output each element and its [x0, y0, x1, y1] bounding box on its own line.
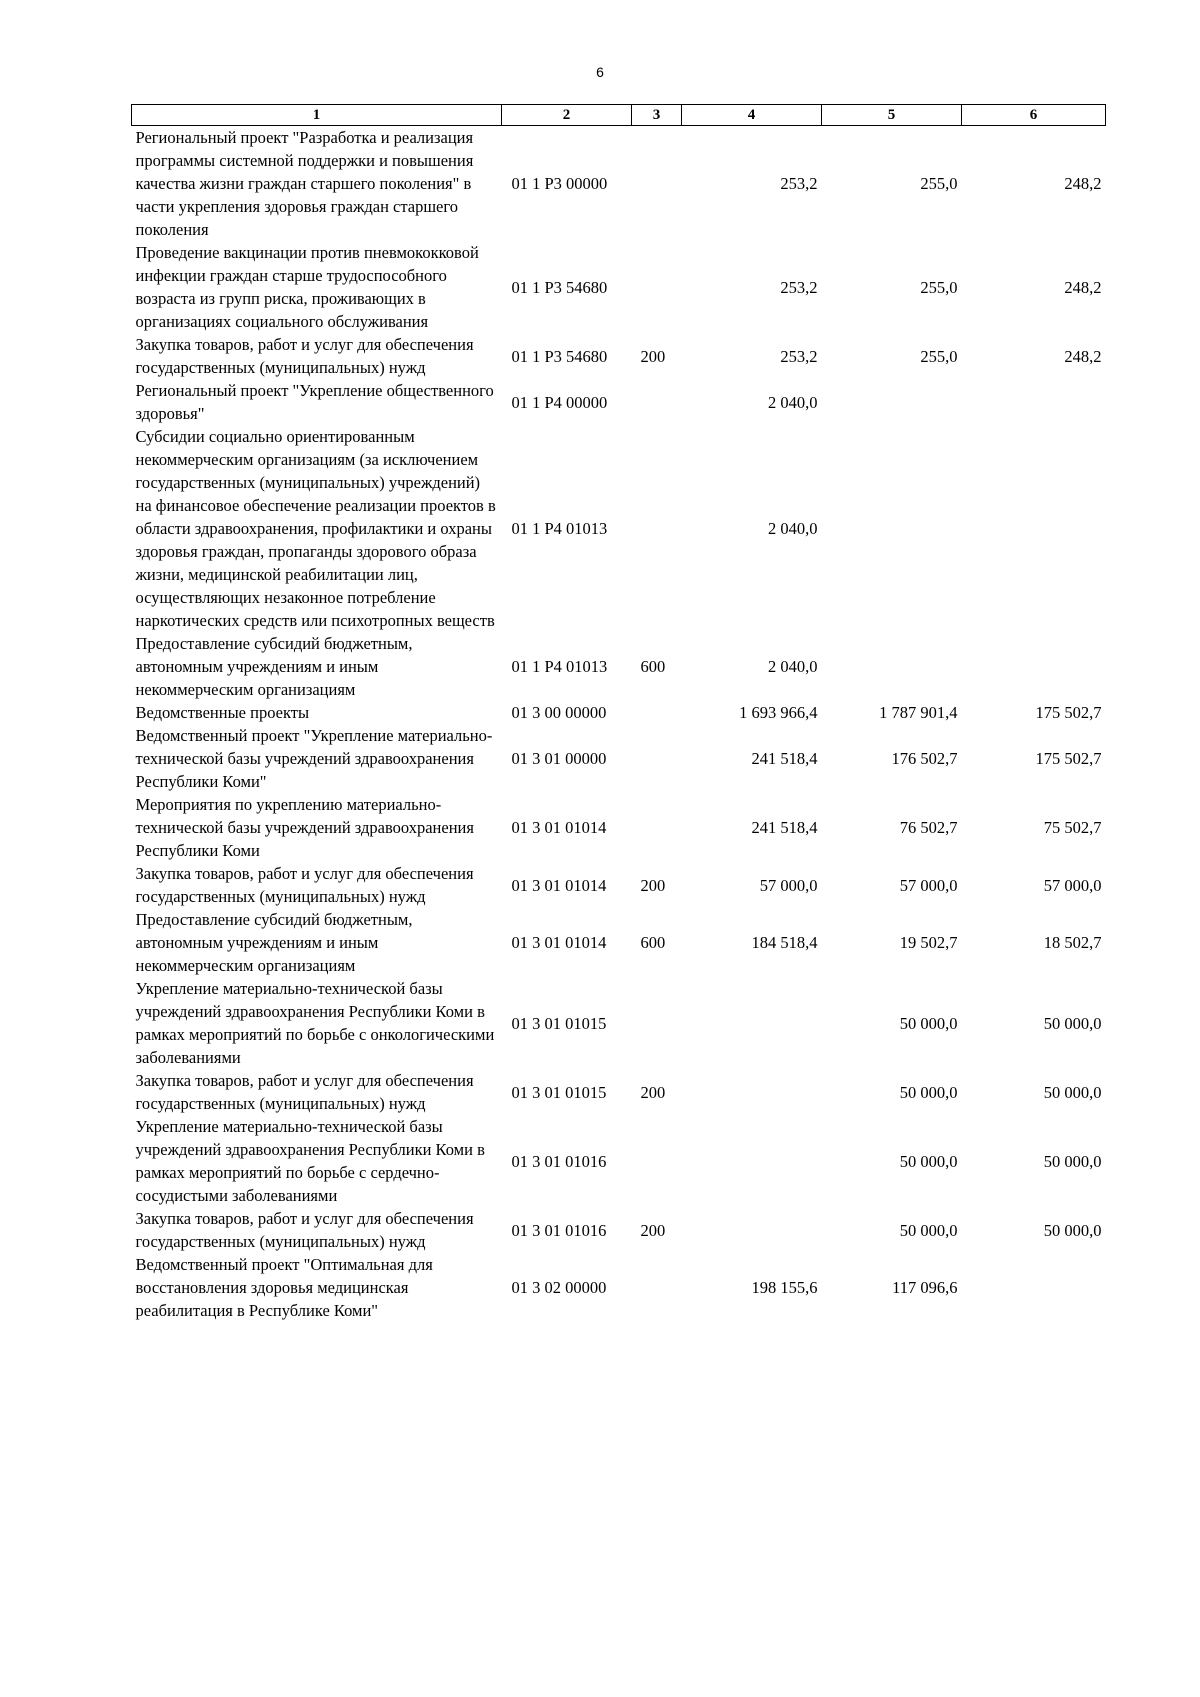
row-value-col5	[822, 379, 962, 425]
row-name: Укрепление материально-технической базы учреждений здравоохранения Республики Коми в рамках мероприятий по борьбе с онкологическими заболеваниями	[135, 979, 495, 1067]
table-row	[132, 425, 1106, 632]
row-value-col6: 248,2	[1064, 174, 1102, 193]
row-expense-type: 600	[640, 657, 666, 676]
row-value-col5: 19 502,7	[899, 933, 958, 952]
row-value-col5	[822, 425, 962, 632]
row-value-col5: 76 502,7	[899, 818, 958, 837]
row-expense-type: 200	[640, 1082, 666, 1102]
row-expense-type	[632, 701, 682, 724]
row-value-col5: 1 787 901,4	[879, 703, 958, 722]
row-value-col6: 50 000,0	[1043, 1013, 1102, 1033]
row-value-col6: 18 502,7	[1043, 933, 1102, 952]
page-number: 6	[596, 64, 604, 80]
row-value-col6: 57 000,0	[1043, 875, 1102, 895]
row-code: 01 1 P4 01013	[511, 519, 608, 538]
row-name: Субсидии социально ориентированным некоммерческим организациям (за исключением государственных (муниципальных) учреждений) на финансовое обеспечение реализации проектов в области здравоохранения, профилактики и охраны здоровья граждан, пропаганды здорового образа жизни, медицинской реабилитации лиц, осуществляющих незаконное потребление наркотических средств или психотропных веществ	[135, 427, 496, 630]
row-expense-type	[632, 1253, 682, 1322]
row-value-col4: 198 155,6	[751, 1278, 818, 1297]
row-name: Закупка товаров, работ и услуг для обеспечения государственных (муниципальных) нужд	[135, 864, 474, 906]
row-expense-type: 200	[640, 1220, 666, 1240]
row-value-col5: 50 000,0	[899, 1220, 958, 1240]
row-value-col4	[682, 977, 822, 1069]
row-value-col4: 2 040,0	[768, 392, 818, 412]
budget-table	[131, 104, 1106, 1322]
header-col-5: 5	[822, 105, 962, 126]
row-name: Предоставление субсидий бюджетным, автономным учреждениям и иным некоммерческим организациям	[135, 910, 413, 975]
row-name: Мероприятия по укреплению материально-технической базы учреждений здравоохранения Республики Коми	[135, 795, 474, 860]
row-value-col4: 253,2	[780, 346, 818, 366]
row-name: Предоставление субсидий бюджетным, автономным учреждениям и иным некоммерческим организациям	[135, 634, 413, 699]
row-expense-type	[632, 977, 682, 1069]
table-row	[132, 1115, 1106, 1207]
row-name: Ведомственные проекты	[135, 703, 310, 722]
row-value-col4: 2 040,0	[768, 519, 818, 538]
row-value-col5: 50 000,0	[899, 1082, 958, 1102]
row-code: 01 1 P3 54680	[511, 346, 608, 366]
row-value-col6: 248,2	[1064, 277, 1102, 297]
table-row	[132, 862, 1106, 908]
header-col-3: 3	[632, 105, 682, 126]
row-name: Укрепление материально-технической базы учреждений здравоохранения Республики Коми в рамках мероприятий по борьбе с сердечно-сосудистыми заболеваниями	[135, 1117, 485, 1205]
row-name: Проведение вакцинации против пневмококковой инфекции граждан старше трудоспособного возраста из групп риска, проживающих в организациях социального обслуживания	[135, 243, 479, 331]
row-expense-type	[632, 793, 682, 862]
row-code: 01 1 P4 00000	[511, 392, 608, 412]
row-value-col4: 57 000,0	[759, 875, 818, 895]
row-name: Закупка товаров, работ и услуг для обеспечения государственных (муниципальных) нужд	[135, 1071, 474, 1113]
row-code: 01 3 02 00000	[511, 1278, 607, 1297]
row-value-col4: 241 518,4	[751, 749, 818, 768]
row-name: Ведомственный проект "Укрепление материально-технической базы учреждений здравоохранения Республики Коми"	[135, 726, 493, 791]
header-row	[132, 105, 1106, 126]
row-code: 01 1 P3 00000	[511, 174, 608, 193]
table-row	[132, 333, 1106, 379]
row-code: 01 1 P4 01013	[511, 657, 608, 676]
row-code: 01 3 01 01016	[511, 1151, 607, 1171]
row-value-col6: 175 502,7	[1035, 703, 1102, 722]
row-name: Региональный проект "Укрепление общественного здоровья"	[135, 381, 494, 423]
row-value-col4: 1 693 966,4	[739, 703, 818, 722]
row-code: 01 3 01 01015	[511, 1082, 607, 1102]
row-value-col6: 50 000,0	[1043, 1082, 1102, 1102]
row-value-col5: 255,0	[920, 346, 958, 366]
row-value-col6: 50 000,0	[1043, 1220, 1102, 1240]
row-value-col6	[962, 632, 1106, 701]
row-expense-type	[632, 425, 682, 632]
row-code: 01 3 01 01016	[511, 1220, 607, 1240]
row-expense-type: 200	[640, 875, 666, 895]
row-value-col4: 184 518,4	[751, 933, 818, 952]
table-row	[132, 632, 1106, 701]
table-body	[132, 126, 1106, 1323]
row-value-col5: 50 000,0	[899, 1013, 958, 1033]
row-code: 01 3 01 01014	[511, 818, 607, 837]
row-value-col6	[962, 379, 1106, 425]
table-row	[132, 1253, 1106, 1322]
row-value-col6	[962, 1253, 1106, 1322]
row-code: 01 3 00 00000	[511, 703, 607, 722]
row-expense-type	[632, 379, 682, 425]
row-code: 01 3 01 01015	[511, 1013, 607, 1033]
row-value-col4: 241 518,4	[751, 818, 818, 837]
row-name: Закупка товаров, работ и услуг для обеспечения государственных (муниципальных) нужд	[135, 1209, 474, 1251]
row-value-col5: 57 000,0	[899, 875, 958, 895]
table-row	[132, 126, 1106, 242]
row-code: 01 1 P3 54680	[511, 277, 608, 297]
table-row	[132, 793, 1106, 862]
row-value-col4	[682, 1207, 822, 1253]
row-value-col5: 255,0	[920, 174, 958, 193]
row-value-col5: 176 502,7	[891, 749, 958, 768]
row-expense-type: 600	[640, 933, 666, 952]
row-expense-type	[632, 241, 682, 333]
row-value-col4: 253,2	[780, 174, 818, 193]
row-value-col4: 253,2	[780, 277, 818, 297]
row-expense-type: 200	[640, 346, 666, 366]
row-value-col5: 117 096,6	[892, 1278, 958, 1297]
header-col-2: 2	[502, 105, 632, 126]
table-row	[132, 908, 1106, 977]
row-name: Закупка товаров, работ и услуг для обеспечения государственных (муниципальных) нужд	[135, 335, 474, 377]
row-value-col6: 50 000,0	[1043, 1151, 1102, 1171]
row-value-col4	[682, 1115, 822, 1207]
row-value-col6	[962, 425, 1106, 632]
row-name: Региональный проект "Разработка и реализация программы системной поддержки и повышения качества жизни граждан старшего поколения" в части укрепления здоровья граждан старшего поколения	[135, 128, 474, 239]
row-expense-type	[632, 126, 682, 242]
table-row	[132, 379, 1106, 425]
table-row	[132, 1207, 1106, 1253]
table-row	[132, 241, 1106, 333]
row-code: 01 3 01 01014	[511, 933, 607, 952]
table-row	[132, 1069, 1106, 1115]
header-col-1: 1	[132, 105, 502, 126]
row-expense-type	[632, 1115, 682, 1207]
table-row	[132, 977, 1106, 1069]
table-row	[132, 724, 1106, 793]
row-value-col6: 75 502,7	[1043, 818, 1102, 837]
row-value-col5	[822, 632, 962, 701]
row-code: 01 3 01 01014	[511, 875, 607, 895]
header-col-4: 4	[682, 105, 822, 126]
row-value-col6: 175 502,7	[1035, 749, 1102, 768]
table-row	[132, 701, 1106, 724]
row-value-col5: 50 000,0	[899, 1151, 958, 1171]
row-expense-type	[632, 724, 682, 793]
row-value-col4: 2 040,0	[768, 657, 818, 676]
row-name: Ведомственный проект "Оптимальная для восстановления здоровья медицинская реабилитация в Республике Коми"	[135, 1255, 433, 1320]
row-value-col6: 248,2	[1064, 346, 1102, 366]
table-header	[132, 105, 1106, 126]
row-value-col5: 255,0	[920, 277, 958, 297]
row-value-col4	[682, 1069, 822, 1115]
header-col-6: 6	[962, 105, 1106, 126]
row-code: 01 3 01 00000	[511, 749, 607, 768]
